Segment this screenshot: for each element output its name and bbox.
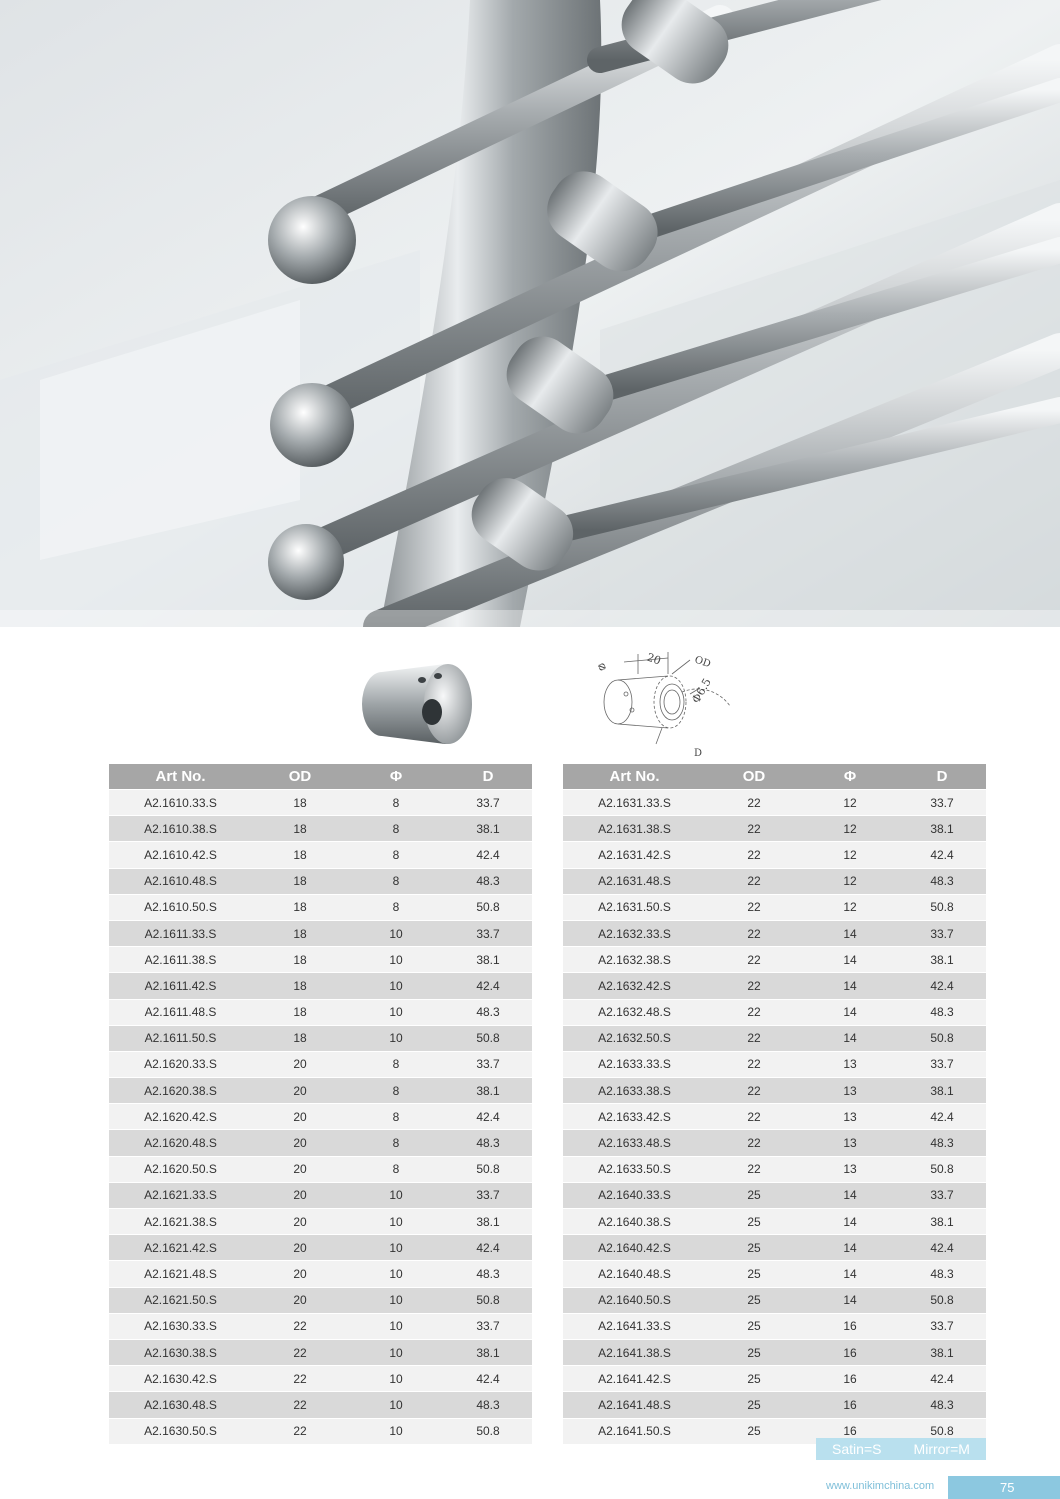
table-row bbox=[563, 842, 986, 868]
cell-d: 33.7 bbox=[444, 790, 532, 816]
cell-phi: 14 bbox=[802, 920, 898, 946]
cell-d: 33.7 bbox=[444, 1051, 532, 1077]
cell-phi: 12 bbox=[802, 894, 898, 920]
cell-art-no: A2.1621.50.S bbox=[109, 1287, 252, 1313]
cell-art-no: A2.1610.38.S bbox=[109, 816, 252, 842]
cell-d: 33.7 bbox=[444, 920, 532, 946]
cell-d: 48.3 bbox=[444, 1261, 532, 1287]
cell-phi: 8 bbox=[348, 790, 444, 816]
table-row bbox=[563, 1339, 986, 1365]
cell-phi: 13 bbox=[802, 1104, 898, 1130]
column-header-phi: Φ bbox=[348, 764, 444, 790]
cell-phi: 10 bbox=[348, 1339, 444, 1365]
product-photo bbox=[360, 652, 480, 752]
cell-art-no: A2.1610.50.S bbox=[109, 894, 252, 920]
table-row bbox=[563, 1392, 986, 1418]
table-row bbox=[109, 1209, 532, 1235]
table-row bbox=[109, 790, 532, 816]
cell-od: 20 bbox=[252, 1182, 348, 1208]
cell-d: 42.4 bbox=[444, 973, 532, 999]
cell-od: 20 bbox=[252, 1051, 348, 1077]
cell-d: 42.4 bbox=[444, 1235, 532, 1261]
cell-d: 50.8 bbox=[444, 894, 532, 920]
cell-art-no: A2.1641.38.S bbox=[563, 1339, 706, 1365]
spec-table-right bbox=[563, 764, 986, 1444]
cell-d: 38.1 bbox=[444, 816, 532, 842]
cell-d: 33.7 bbox=[444, 1182, 532, 1208]
cell-d: 38.1 bbox=[898, 947, 986, 973]
table-row bbox=[109, 842, 532, 868]
cell-art-no: A2.1633.38.S bbox=[563, 1078, 706, 1104]
cell-d: 42.4 bbox=[898, 1235, 986, 1261]
technical-drawing bbox=[590, 644, 750, 760]
cell-phi: 10 bbox=[348, 1182, 444, 1208]
table-header-row bbox=[109, 764, 532, 790]
table-row bbox=[109, 947, 532, 973]
cell-phi: 10 bbox=[348, 947, 444, 973]
table-row bbox=[109, 1261, 532, 1287]
table-row bbox=[563, 920, 986, 946]
table-row bbox=[109, 1313, 532, 1339]
cell-art-no: A2.1621.42.S bbox=[109, 1235, 252, 1261]
cell-od: 20 bbox=[252, 1235, 348, 1261]
cell-od: 18 bbox=[252, 920, 348, 946]
cell-phi: 16 bbox=[802, 1418, 898, 1444]
drawing-phi-label: Φ bbox=[596, 661, 610, 674]
cell-od: 22 bbox=[706, 999, 802, 1025]
cell-art-no: A2.1631.50.S bbox=[563, 894, 706, 920]
cell-phi: 8 bbox=[348, 816, 444, 842]
table-row bbox=[109, 816, 532, 842]
cell-art-no: A2.1611.33.S bbox=[109, 920, 252, 946]
cell-od: 18 bbox=[252, 790, 348, 816]
cell-art-no: A2.1630.48.S bbox=[109, 1392, 252, 1418]
cell-od: 22 bbox=[252, 1366, 348, 1392]
cell-d: 42.4 bbox=[898, 842, 986, 868]
spec-table-left bbox=[109, 764, 532, 1444]
cell-phi: 12 bbox=[802, 868, 898, 894]
cell-art-no: A2.1630.50.S bbox=[109, 1418, 252, 1444]
cell-phi: 8 bbox=[348, 842, 444, 868]
column-header-od: OD bbox=[706, 764, 802, 790]
column-header-od: OD bbox=[252, 764, 348, 790]
cell-d: 48.3 bbox=[898, 1130, 986, 1156]
table-row bbox=[109, 1051, 532, 1077]
table-row bbox=[563, 1025, 986, 1051]
drawing-width-label: 20 bbox=[644, 650, 663, 668]
cell-art-no: A2.1633.33.S bbox=[563, 1051, 706, 1077]
cell-art-no: A2.1641.48.S bbox=[563, 1392, 706, 1418]
cell-od: 22 bbox=[252, 1392, 348, 1418]
cell-od: 18 bbox=[252, 1025, 348, 1051]
cell-od: 22 bbox=[706, 894, 802, 920]
cell-od: 22 bbox=[706, 816, 802, 842]
cell-od: 20 bbox=[252, 1104, 348, 1130]
cell-od: 22 bbox=[252, 1339, 348, 1365]
drawing-hole-label: Φ6.5 bbox=[689, 676, 714, 706]
cell-phi: 14 bbox=[802, 973, 898, 999]
cell-d: 48.3 bbox=[898, 1392, 986, 1418]
cell-phi: 13 bbox=[802, 1051, 898, 1077]
cell-d: 50.8 bbox=[898, 1156, 986, 1182]
table-row bbox=[109, 1235, 532, 1261]
cell-art-no: A2.1620.50.S bbox=[109, 1156, 252, 1182]
table-row bbox=[563, 1156, 986, 1182]
drawing-od-label: OD bbox=[692, 654, 712, 671]
cell-art-no: A2.1610.33.S bbox=[109, 790, 252, 816]
table-header-row bbox=[563, 764, 986, 790]
cell-art-no: A2.1641.42.S bbox=[563, 1366, 706, 1392]
cell-art-no: A2.1621.33.S bbox=[109, 1182, 252, 1208]
cell-od: 22 bbox=[706, 1104, 802, 1130]
cell-art-no: A2.1632.50.S bbox=[563, 1025, 706, 1051]
cell-art-no: A2.1630.42.S bbox=[109, 1366, 252, 1392]
cell-od: 25 bbox=[706, 1392, 802, 1418]
table-row bbox=[563, 1182, 986, 1208]
cell-d: 38.1 bbox=[898, 1209, 986, 1235]
cell-phi: 8 bbox=[348, 868, 444, 894]
cell-d: 48.3 bbox=[898, 868, 986, 894]
cell-phi: 10 bbox=[348, 999, 444, 1025]
cell-art-no: A2.1610.42.S bbox=[109, 842, 252, 868]
cell-od: 22 bbox=[706, 842, 802, 868]
table-row bbox=[109, 1287, 532, 1313]
cell-art-no: A2.1620.38.S bbox=[109, 1078, 252, 1104]
cell-phi: 13 bbox=[802, 1156, 898, 1182]
hero-photo bbox=[0, 0, 1060, 627]
cell-art-no: A2.1640.33.S bbox=[563, 1182, 706, 1208]
cell-phi: 14 bbox=[802, 999, 898, 1025]
cell-d: 50.8 bbox=[444, 1418, 532, 1444]
cell-od: 22 bbox=[706, 973, 802, 999]
cell-phi: 10 bbox=[348, 920, 444, 946]
cell-art-no: A2.1632.33.S bbox=[563, 920, 706, 946]
cell-phi: 16 bbox=[802, 1366, 898, 1392]
cell-art-no: A2.1631.33.S bbox=[563, 790, 706, 816]
cell-art-no: A2.1611.42.S bbox=[109, 973, 252, 999]
cell-od: 18 bbox=[252, 894, 348, 920]
column-header-art-no: Art No. bbox=[563, 764, 706, 790]
cell-d: 38.1 bbox=[898, 816, 986, 842]
cell-d: 42.4 bbox=[444, 1366, 532, 1392]
cell-d: 48.3 bbox=[444, 999, 532, 1025]
cell-phi: 10 bbox=[348, 1392, 444, 1418]
cell-od: 22 bbox=[706, 790, 802, 816]
cell-od: 25 bbox=[706, 1209, 802, 1235]
cell-od: 20 bbox=[252, 1078, 348, 1104]
cell-od: 22 bbox=[706, 1078, 802, 1104]
cell-art-no: A2.1632.48.S bbox=[563, 999, 706, 1025]
table-row bbox=[109, 1392, 532, 1418]
cell-d: 42.4 bbox=[898, 1366, 986, 1392]
cell-phi: 10 bbox=[348, 1287, 444, 1313]
cell-phi: 14 bbox=[802, 947, 898, 973]
table-row bbox=[109, 1078, 532, 1104]
cell-d: 42.4 bbox=[898, 973, 986, 999]
spec-table-right-body bbox=[563, 790, 986, 1444]
cell-art-no: A2.1640.42.S bbox=[563, 1235, 706, 1261]
cell-phi: 14 bbox=[802, 1209, 898, 1235]
cell-od: 18 bbox=[252, 868, 348, 894]
cell-d: 38.1 bbox=[444, 1209, 532, 1235]
cell-od: 22 bbox=[706, 1156, 802, 1182]
cell-phi: 10 bbox=[348, 973, 444, 999]
cell-d: 42.4 bbox=[444, 842, 532, 868]
table-row bbox=[563, 947, 986, 973]
cell-phi: 16 bbox=[802, 1339, 898, 1365]
cell-od: 18 bbox=[252, 842, 348, 868]
cell-art-no: A2.1632.38.S bbox=[563, 947, 706, 973]
table-row bbox=[563, 1209, 986, 1235]
spec-table-left-body bbox=[109, 790, 532, 1444]
table-row bbox=[109, 1025, 532, 1051]
table-row bbox=[563, 1235, 986, 1261]
cell-art-no: A2.1620.48.S bbox=[109, 1130, 252, 1156]
cell-phi: 10 bbox=[348, 1025, 444, 1051]
cell-phi: 10 bbox=[348, 1366, 444, 1392]
cell-phi: 10 bbox=[348, 1313, 444, 1339]
table-row bbox=[563, 1366, 986, 1392]
cell-d: 33.7 bbox=[898, 1182, 986, 1208]
table-row bbox=[563, 973, 986, 999]
cell-od: 20 bbox=[252, 1130, 348, 1156]
table-row bbox=[563, 1104, 986, 1130]
table-row bbox=[109, 1182, 532, 1208]
cell-od: 22 bbox=[706, 1025, 802, 1051]
table-row bbox=[109, 1130, 532, 1156]
cell-d: 42.4 bbox=[444, 1104, 532, 1130]
cell-od: 25 bbox=[706, 1418, 802, 1444]
cell-od: 25 bbox=[706, 1287, 802, 1313]
cell-art-no: A2.1621.48.S bbox=[109, 1261, 252, 1287]
cell-od: 22 bbox=[706, 947, 802, 973]
cell-d: 50.8 bbox=[444, 1025, 532, 1051]
cell-od: 18 bbox=[252, 999, 348, 1025]
cell-d: 48.3 bbox=[444, 1130, 532, 1156]
cell-phi: 8 bbox=[348, 1051, 444, 1077]
cell-od: 25 bbox=[706, 1261, 802, 1287]
cell-od: 22 bbox=[706, 1130, 802, 1156]
cell-art-no: A2.1641.50.S bbox=[563, 1418, 706, 1444]
cell-phi: 16 bbox=[802, 1313, 898, 1339]
cell-art-no: A2.1641.33.S bbox=[563, 1313, 706, 1339]
cell-art-no: A2.1633.48.S bbox=[563, 1130, 706, 1156]
cell-od: 18 bbox=[252, 816, 348, 842]
cell-phi: 13 bbox=[802, 1130, 898, 1156]
cell-d: 33.7 bbox=[444, 1313, 532, 1339]
cell-phi: 12 bbox=[802, 790, 898, 816]
cell-d: 38.1 bbox=[898, 1339, 986, 1365]
cell-d: 33.7 bbox=[898, 1051, 986, 1077]
legend-satin: Satin=S bbox=[832, 1441, 882, 1457]
column-header-d: D bbox=[898, 764, 986, 790]
cell-phi: 10 bbox=[348, 1235, 444, 1261]
cell-art-no: A2.1630.38.S bbox=[109, 1339, 252, 1365]
cell-phi: 8 bbox=[348, 1130, 444, 1156]
table-row bbox=[563, 1130, 986, 1156]
cell-od: 25 bbox=[706, 1235, 802, 1261]
cell-phi: 8 bbox=[348, 1156, 444, 1182]
cell-art-no: A2.1610.48.S bbox=[109, 868, 252, 894]
cell-d: 50.8 bbox=[898, 1418, 986, 1444]
cell-phi: 14 bbox=[802, 1261, 898, 1287]
cell-d: 33.7 bbox=[898, 920, 986, 946]
cell-od: 25 bbox=[706, 1366, 802, 1392]
cell-art-no: A2.1611.50.S bbox=[109, 1025, 252, 1051]
cell-phi: 10 bbox=[348, 1418, 444, 1444]
cell-od: 25 bbox=[706, 1313, 802, 1339]
cell-phi: 14 bbox=[802, 1235, 898, 1261]
cell-art-no: A2.1631.38.S bbox=[563, 816, 706, 842]
table-row bbox=[563, 1287, 986, 1313]
cell-d: 38.1 bbox=[898, 1078, 986, 1104]
cell-art-no: A2.1631.42.S bbox=[563, 842, 706, 868]
cell-art-no: A2.1631.48.S bbox=[563, 868, 706, 894]
column-header-art-no: Art No. bbox=[109, 764, 252, 790]
cell-d: 50.8 bbox=[898, 1287, 986, 1313]
cell-d: 48.3 bbox=[898, 999, 986, 1025]
table-row bbox=[563, 790, 986, 816]
table-row bbox=[563, 1261, 986, 1287]
cell-phi: 16 bbox=[802, 1392, 898, 1418]
table-row bbox=[109, 973, 532, 999]
cell-phi: 14 bbox=[802, 1025, 898, 1051]
cell-od: 20 bbox=[252, 1209, 348, 1235]
cell-art-no: A2.1630.33.S bbox=[109, 1313, 252, 1339]
table-row bbox=[109, 1339, 532, 1365]
cell-d: 48.3 bbox=[898, 1261, 986, 1287]
cell-d: 50.8 bbox=[898, 894, 986, 920]
table-row bbox=[563, 1051, 986, 1077]
cell-phi: 13 bbox=[802, 1078, 898, 1104]
cell-d: 42.4 bbox=[898, 1104, 986, 1130]
cell-d: 33.7 bbox=[898, 1313, 986, 1339]
cell-phi: 12 bbox=[802, 842, 898, 868]
column-header-d: D bbox=[444, 764, 532, 790]
cell-d: 38.1 bbox=[444, 1078, 532, 1104]
page-number: 75 bbox=[948, 1476, 1060, 1499]
table-row bbox=[109, 999, 532, 1025]
cell-art-no: A2.1620.33.S bbox=[109, 1051, 252, 1077]
cell-od: 22 bbox=[706, 868, 802, 894]
cell-art-no: A2.1611.38.S bbox=[109, 947, 252, 973]
drawing-d-label: D bbox=[694, 748, 703, 759]
cell-od: 22 bbox=[252, 1418, 348, 1444]
cell-d: 50.8 bbox=[444, 1287, 532, 1313]
cell-d: 38.1 bbox=[444, 947, 532, 973]
cell-art-no: A2.1620.42.S bbox=[109, 1104, 252, 1130]
cell-phi: 8 bbox=[348, 1104, 444, 1130]
table-row bbox=[563, 1078, 986, 1104]
cell-od: 20 bbox=[252, 1156, 348, 1182]
cell-art-no: A2.1621.38.S bbox=[109, 1209, 252, 1235]
cell-art-no: A2.1640.48.S bbox=[563, 1261, 706, 1287]
table-row bbox=[563, 868, 986, 894]
cell-d: 50.8 bbox=[444, 1156, 532, 1182]
cell-d: 48.3 bbox=[444, 868, 532, 894]
cell-phi: 14 bbox=[802, 1287, 898, 1313]
cell-art-no: A2.1640.50.S bbox=[563, 1287, 706, 1313]
finish-legend bbox=[816, 1438, 986, 1460]
table-row bbox=[563, 816, 986, 842]
table-row bbox=[109, 868, 532, 894]
table-row bbox=[563, 999, 986, 1025]
cell-od: 22 bbox=[706, 920, 802, 946]
cell-phi: 8 bbox=[348, 1078, 444, 1104]
cell-phi: 12 bbox=[802, 816, 898, 842]
column-header-phi: Φ bbox=[802, 764, 898, 790]
cell-phi: 10 bbox=[348, 1209, 444, 1235]
cell-od: 18 bbox=[252, 947, 348, 973]
table-row bbox=[109, 1104, 532, 1130]
table-row bbox=[109, 1418, 532, 1444]
cell-od: 20 bbox=[252, 1287, 348, 1313]
cell-od: 18 bbox=[252, 973, 348, 999]
legend-mirror: Mirror=M bbox=[913, 1441, 970, 1457]
table-row bbox=[563, 1313, 986, 1339]
cell-phi: 10 bbox=[348, 1261, 444, 1287]
cell-art-no: A2.1632.42.S bbox=[563, 973, 706, 999]
cell-phi: 14 bbox=[802, 1182, 898, 1208]
cell-od: 22 bbox=[706, 1051, 802, 1077]
cell-d: 50.8 bbox=[898, 1025, 986, 1051]
cell-od: 25 bbox=[706, 1182, 802, 1208]
cell-d: 33.7 bbox=[898, 790, 986, 816]
table-row bbox=[109, 894, 532, 920]
cell-art-no: A2.1633.42.S bbox=[563, 1104, 706, 1130]
footer-url[interactable]: www.unikimchina.com bbox=[826, 1480, 935, 1492]
cell-art-no: A2.1611.48.S bbox=[109, 999, 252, 1025]
table-row bbox=[563, 894, 986, 920]
cell-d: 48.3 bbox=[444, 1392, 532, 1418]
cell-phi: 8 bbox=[348, 894, 444, 920]
table-row bbox=[109, 1156, 532, 1182]
cell-art-no: A2.1633.50.S bbox=[563, 1156, 706, 1182]
cell-od: 25 bbox=[706, 1339, 802, 1365]
table-row bbox=[109, 1366, 532, 1392]
cell-d: 38.1 bbox=[444, 1339, 532, 1365]
table-row bbox=[109, 920, 532, 946]
cell-od: 20 bbox=[252, 1261, 348, 1287]
cell-art-no: A2.1640.38.S bbox=[563, 1209, 706, 1235]
cell-od: 22 bbox=[252, 1313, 348, 1339]
